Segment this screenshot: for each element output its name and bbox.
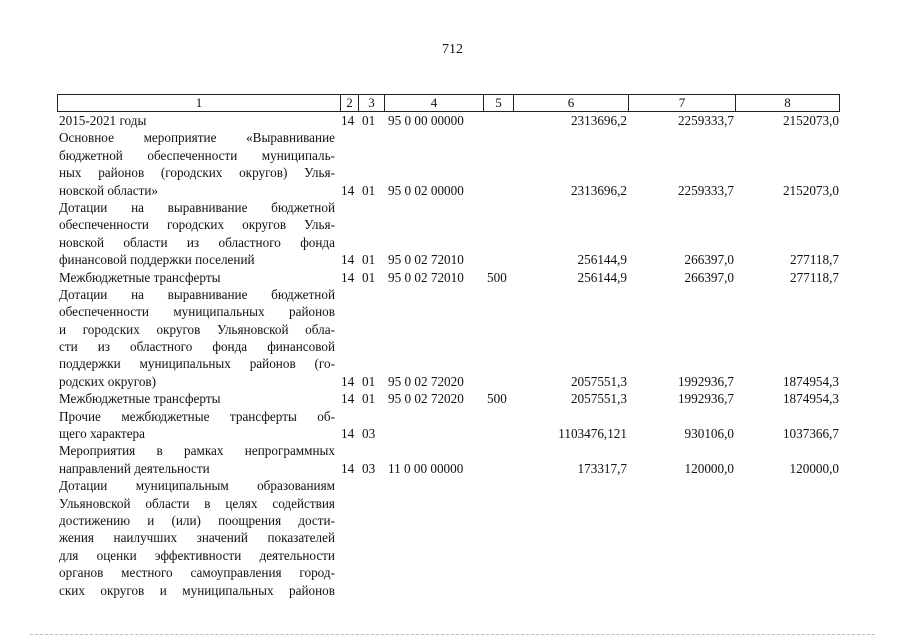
cell-col-7: 266397,0 [684, 269, 734, 285]
cell-col-6: 2057551,3 [570, 373, 627, 389]
cell-col-8: 1874954,3 [782, 373, 839, 389]
table-row [57, 477, 840, 494]
cell-col-1: обеспеченности городских округов Улья- [59, 217, 335, 233]
cell-col-1: направлений деятельности [59, 460, 210, 476]
cell-col-1: ных районов (городских округов) Улья- [59, 165, 335, 181]
table-row [57, 216, 840, 233]
cell-col-2: 14 [341, 460, 355, 476]
cell-col-2: 14 [341, 252, 355, 268]
cell-col-1: Межбюджетные трансферты [59, 269, 221, 285]
table-row [57, 355, 840, 372]
header-col-8: 8 [735, 95, 839, 111]
cell-col-4: 95 0 02 72010 [388, 269, 464, 285]
cell-col-4: 95 0 02 72020 [388, 373, 464, 389]
cell-col-7: 266397,0 [684, 252, 734, 268]
table-row [57, 286, 840, 303]
cell-col-6: 256144,9 [577, 252, 627, 268]
table-header-row [57, 94, 840, 112]
table-row [57, 460, 840, 477]
table-body [57, 112, 840, 599]
cell-col-3: 01 [362, 269, 376, 285]
cell-col-3: 01 [362, 391, 376, 407]
cell-col-4: 95 0 00 00000 [388, 113, 464, 128]
cell-col-5: 500 [487, 269, 507, 285]
cell-col-1: щего характера [59, 426, 145, 442]
cell-col-6: 2313696,2 [570, 182, 627, 198]
table-row [57, 129, 840, 146]
cell-col-3: 01 [362, 113, 376, 128]
cell-col-1: новской области из областного фонда [59, 234, 335, 250]
cell-col-2: 14 [341, 391, 355, 407]
table-row [57, 408, 840, 425]
cell-col-1: органов местного самоуправления город- [59, 565, 335, 581]
table-row [57, 495, 840, 512]
cell-col-1: Мероприятия в рамках непрограммных [59, 443, 335, 459]
header-col-5: 5 [483, 95, 513, 111]
table-row [57, 112, 840, 129]
scan-artifact-line [30, 634, 875, 636]
header-col-2: 2 [340, 95, 358, 111]
cell-col-7: 1992936,7 [677, 373, 734, 389]
cell-col-2: 14 [341, 373, 355, 389]
cell-col-2: 14 [341, 113, 355, 128]
cell-col-6: 1103476,121 [558, 426, 627, 442]
cell-col-1: бюджетной обеспеченности муниципаль- [59, 147, 335, 163]
table-row [57, 442, 840, 459]
cell-col-2: 14 [341, 182, 355, 198]
cell-col-1: финансовой поддержки поселений [59, 252, 255, 268]
cell-col-7: 2259333,7 [677, 113, 734, 128]
table-row [57, 547, 840, 564]
cell-col-1: Основное мероприятие «Выравнивание [59, 130, 335, 146]
table-row [57, 234, 840, 251]
table-row [57, 147, 840, 164]
table-row [57, 564, 840, 581]
cell-col-8: 2152073,0 [782, 182, 839, 198]
cell-col-1: 2015-2021 годы [59, 113, 147, 128]
table-row [57, 182, 840, 199]
cell-col-5: 500 [487, 391, 507, 407]
cell-col-1: обеспеченности муниципальных районов [59, 304, 335, 320]
table-row [57, 373, 840, 390]
cell-col-6: 2057551,3 [570, 391, 627, 407]
cell-col-1: новской области» [59, 182, 159, 198]
cell-col-3: 03 [362, 426, 376, 442]
header-col-1: 1 [195, 95, 203, 110]
table-row [57, 425, 840, 442]
cell-col-1: Ульяновской области в целях содействия [59, 495, 335, 511]
header-col-6: 6 [513, 95, 628, 111]
cell-col-4: 95 0 02 72010 [388, 252, 464, 268]
cell-col-3: 01 [362, 182, 376, 198]
cell-col-4: 11 0 00 00000 [388, 460, 464, 476]
table-row [57, 582, 840, 599]
table-row [57, 390, 840, 407]
cell-col-7: 930106,0 [684, 426, 734, 442]
cell-col-1: Прочие межбюджетные трансферты об- [59, 408, 335, 424]
cell-col-8: 277118,7 [790, 269, 839, 285]
table-row [57, 338, 840, 355]
cell-col-1: Дотации муниципальным образованиям [59, 478, 335, 494]
cell-col-4: 95 0 02 00000 [388, 182, 464, 198]
table-row [57, 251, 840, 268]
cell-col-1: достижению и (или) поощрения дости- [59, 512, 335, 528]
cell-col-3: 01 [362, 373, 376, 389]
cell-col-1: жения наилучших значений показателей [59, 530, 335, 546]
cell-col-8: 2152073,0 [782, 113, 839, 128]
cell-col-1: Дотации на выравнивание бюджетной [59, 286, 335, 302]
table-row [57, 303, 840, 320]
table-row [57, 199, 840, 216]
page-number: 712 [442, 42, 463, 57]
cell-col-2: 14 [341, 269, 355, 285]
header-col-7: 7 [628, 95, 735, 111]
cell-col-3: 03 [362, 460, 376, 476]
cell-col-1: Межбюджетные трансферты [59, 391, 221, 407]
table-row [57, 529, 840, 546]
cell-col-6: 173317,7 [577, 460, 627, 476]
header-col-3: 3 [358, 95, 384, 111]
cell-col-7: 1992936,7 [677, 391, 734, 407]
cell-col-1: и городских округов Ульяновской обла- [59, 321, 335, 337]
cell-col-1: ских округов и муниципальных районов [59, 582, 335, 598]
cell-col-6: 2313696,2 [570, 113, 627, 128]
table-row [57, 512, 840, 529]
cell-col-8: 1874954,3 [782, 391, 839, 407]
cell-col-7: 2259333,7 [677, 182, 734, 198]
cell-col-1: родских округов) [59, 373, 157, 389]
cell-col-8: 120000,0 [789, 460, 839, 476]
cell-col-2: 14 [341, 426, 355, 442]
cell-col-8: 1037366,7 [782, 426, 839, 442]
cell-col-8: 277118,7 [790, 252, 839, 268]
cell-col-4: 95 0 02 72020 [388, 391, 464, 407]
table-row [57, 164, 840, 181]
budget-table [57, 94, 840, 599]
cell-col-1: сти из областного фонда финансовой [59, 339, 335, 355]
cell-col-7: 120000,0 [684, 460, 734, 476]
cell-col-1: поддержки муниципальных районов (го- [59, 356, 335, 372]
cell-col-6: 256144,9 [577, 269, 627, 285]
cell-col-1: Дотации на выравнивание бюджетной [59, 199, 335, 215]
cell-col-1: для оценки эффективности деятельности [59, 547, 335, 563]
table-row [57, 269, 840, 286]
table-row [57, 321, 840, 338]
cell-col-3: 01 [362, 252, 376, 268]
header-col-4: 4 [384, 95, 483, 111]
